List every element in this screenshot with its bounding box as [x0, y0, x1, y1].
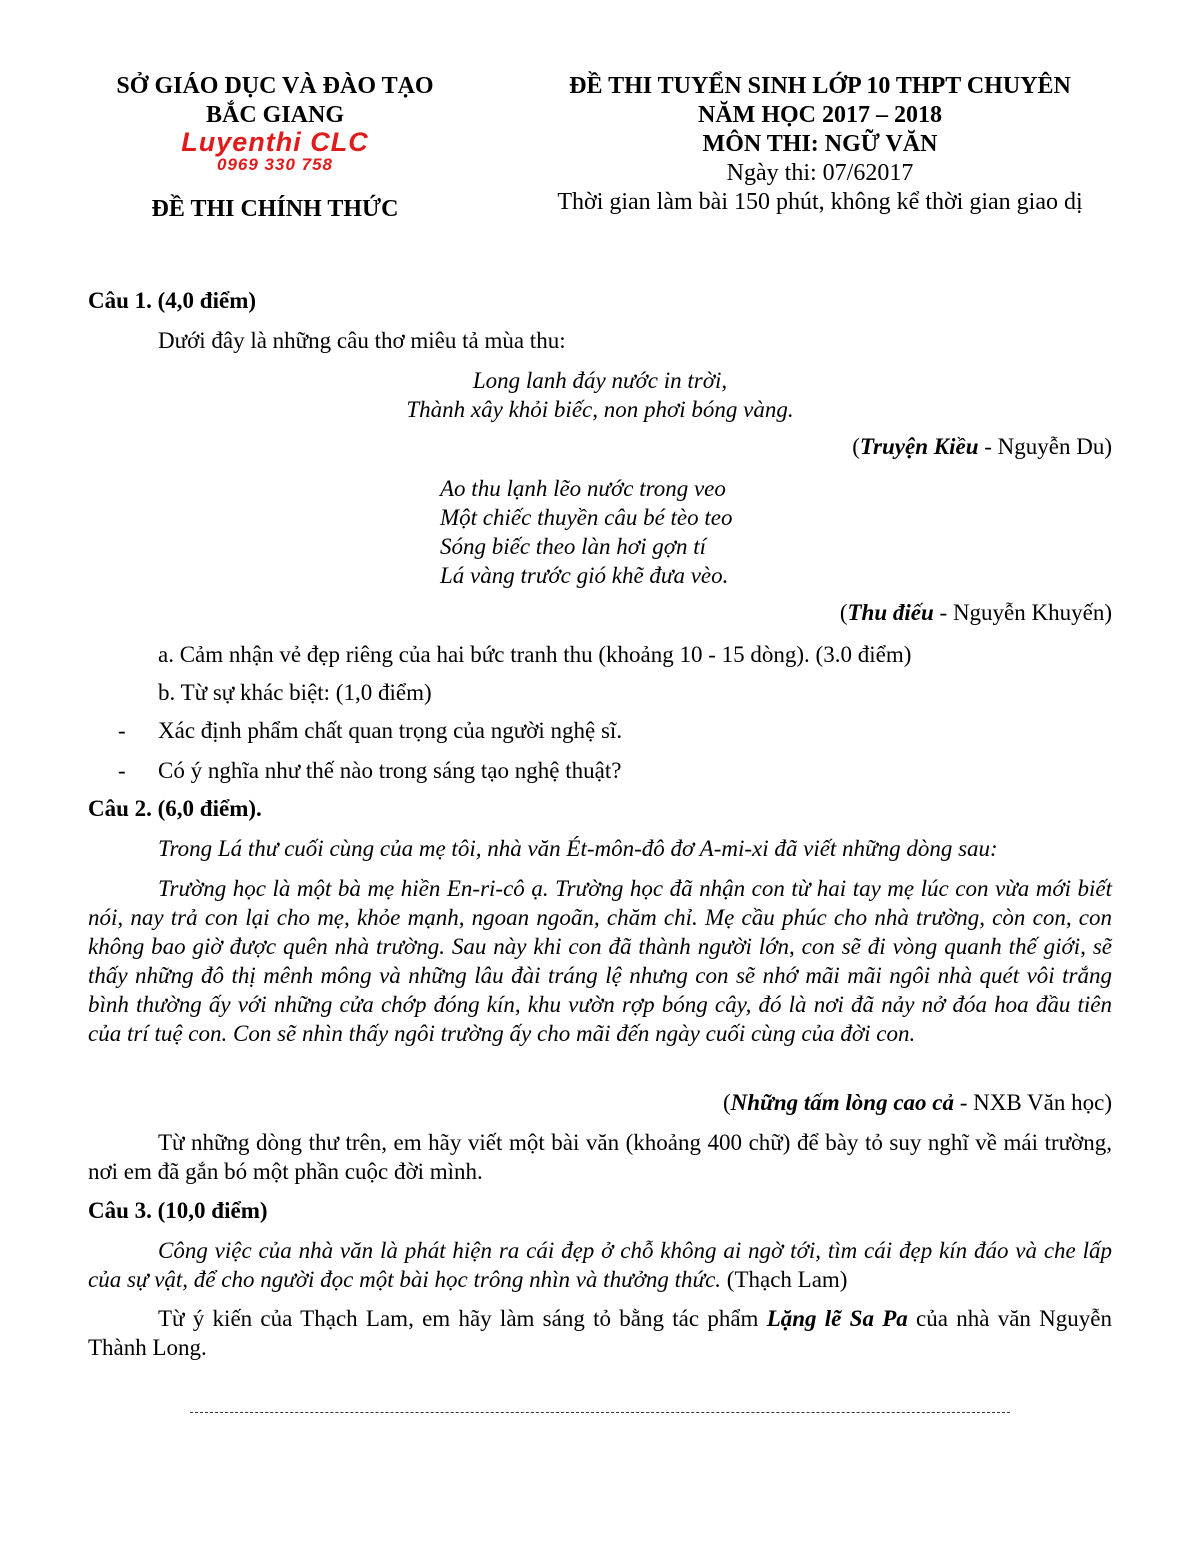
source-author: - NXB Văn học)	[954, 1090, 1112, 1115]
q1-part-b: b. Từ sự khác biệt: (1,0 điểm)	[158, 680, 432, 705]
q1-source-2	[840, 600, 1112, 626]
source-paren: (	[722, 1090, 731, 1115]
bullet-text: Xác định phẩm chất quan trọng của người nghệ sĩ.	[158, 718, 623, 743]
school-year: NĂM HỌC 2017 – 2018	[698, 102, 942, 128]
source-paren: (	[839, 600, 848, 625]
watermark-logo	[160, 128, 390, 174]
exam-title: ĐỀ THI TUYỂN SINH LỚP 10 THPT CHUYÊN	[569, 73, 1071, 99]
poem-line: Một chiếc thuyền câu bé tèo teo	[440, 505, 733, 530]
bullet-dash: -	[118, 758, 126, 783]
poem-line: Sóng biếc theo làn hơi gợn tí	[440, 534, 707, 559]
poem-line: Ao thu lạnh lẽo nước trong veo	[440, 476, 726, 501]
issuer-line1: SỞ GIÁO DỤC VÀ ĐÀO TẠO	[116, 73, 434, 99]
q2-task: Từ những dòng thư trên, em hãy viết một bài văn (khoảng 400 chữ) để bày tỏ suy nghĩ về mái trường, nơi em đã gắn bó một phần cuộc đời mình.	[88, 1130, 1112, 1184]
source-author: - Nguyễn Khuyến)	[933, 600, 1112, 625]
q1-intro: Dưới đây là những câu thơ miêu tả mùa thu:	[158, 328, 566, 353]
q1-poem-1	[300, 366, 900, 424]
source-title: Thu điếu	[847, 600, 934, 625]
q1-part-a: a. Cảm nhận vẻ đẹp riêng của hai bức tranh thu (khoảng 10 - 15 dòng). (3.0 điểm)	[158, 642, 912, 667]
task-pre: Từ ý kiến của Thạch Lam, em hãy làm sáng tỏ bằng tác phẩm	[158, 1306, 767, 1331]
issuer-line2: BẮC GIANG	[205, 102, 344, 128]
poem-line: Thành xây khỏi biếc, non phơi bóng vàng.	[406, 397, 794, 422]
source-title: Truyện Kiều	[859, 434, 979, 459]
exam-duration: Thời gian làm bài 150 phút, không kể thời gian giao dị	[557, 189, 1083, 215]
bullet-text: Có ý nghĩa như thế nào trong sáng tạo nghệ thuật?	[158, 758, 622, 783]
task-post: của nhà văn Nguyễn Thành Long.	[88, 1306, 1113, 1360]
q2-source	[723, 1090, 1112, 1116]
q1-bullet-1	[118, 718, 622, 744]
end-divider	[190, 1412, 1010, 1413]
work-title: Lặng lẽ Sa Pa	[766, 1306, 908, 1331]
quote-text: Công việc của nhà văn là phát hiện ra cái đẹp ở chỗ không ai ngờ tới, tìm cái đẹp kín đáo và che lấp của sự vật, để cho người đọc một bài học trông nhìn và thưởng thức.	[88, 1238, 1112, 1292]
q3-quote	[88, 1236, 1112, 1294]
exam-header	[500, 72, 1140, 217]
q1-source-1	[852, 434, 1112, 460]
q1-title: Câu 1. (4,0 điểm)	[88, 288, 257, 313]
q3-title: Câu 3. (10,0 điểm)	[88, 1198, 268, 1223]
subject: MÔN THI: NGỮ VĂN	[702, 131, 938, 157]
source-title: Những tấm lòng cao cả	[730, 1090, 954, 1115]
q2-passage: Trường học là một bà mẹ hiền En-ri-cô ạ. Trường học đã nhận con từ hai tay mẹ lúc con vừa mới biết nói, nay trả con lại cho mẹ, khỏe mạnh, ngoan ngoãn, chăm chỉ. Mẹ cầu phúc cho nhà trường, còn con, con không bao giờ được quên nhà trường. Sau này khi con đã thành người lớn, con sẽ đi vòng quanh thế giới, sẽ thấy những đô thị mênh mông và những lâu đài tráng lệ nhưng con sẽ nhớ mãi mãi ngôi nhà quét vôi trắng bình thường ấy với những cửa chớp đóng kín, khu vườn rợp bóng cây, đó là nơi đã nảy nở đóa hoa đầu tiên của trí tuệ con. Con sẽ nhìn thấy ngôi trường ấy cho mãi đến ngày cuối cùng của đời con.	[88, 876, 1112, 1046]
logo-phone: 0969 330 758	[217, 155, 333, 174]
source-author: - Nguyễn Du)	[978, 434, 1112, 459]
logo-text: Luyenthi CLC	[181, 127, 369, 157]
q2-title: Câu 2. (6,0 điểm).	[88, 796, 262, 821]
poem-line: Long lanh đáy nước in trời,	[472, 368, 728, 393]
official-label: ĐỀ THI CHÍNH THỨC	[151, 196, 399, 222]
q1-poem-2	[440, 474, 940, 590]
bullet-dash: -	[118, 718, 126, 743]
poem-line: Lá vàng trước gió khẽ đưa vèo.	[440, 563, 729, 588]
q3-task	[88, 1304, 1112, 1362]
source-paren: (	[852, 434, 860, 459]
issuer-block	[90, 72, 460, 130]
exam-date: Ngày thi: 07/62017	[726, 160, 914, 186]
q1-bullet-2	[118, 758, 621, 784]
q2-intro: Trong Lá thư cuối cùng của mẹ tôi, nhà văn Ét-môn-đô đơ A-mi-xi đã viết những dòng sau:	[158, 836, 998, 861]
quote-author: (Thạch Lam)	[721, 1267, 848, 1292]
